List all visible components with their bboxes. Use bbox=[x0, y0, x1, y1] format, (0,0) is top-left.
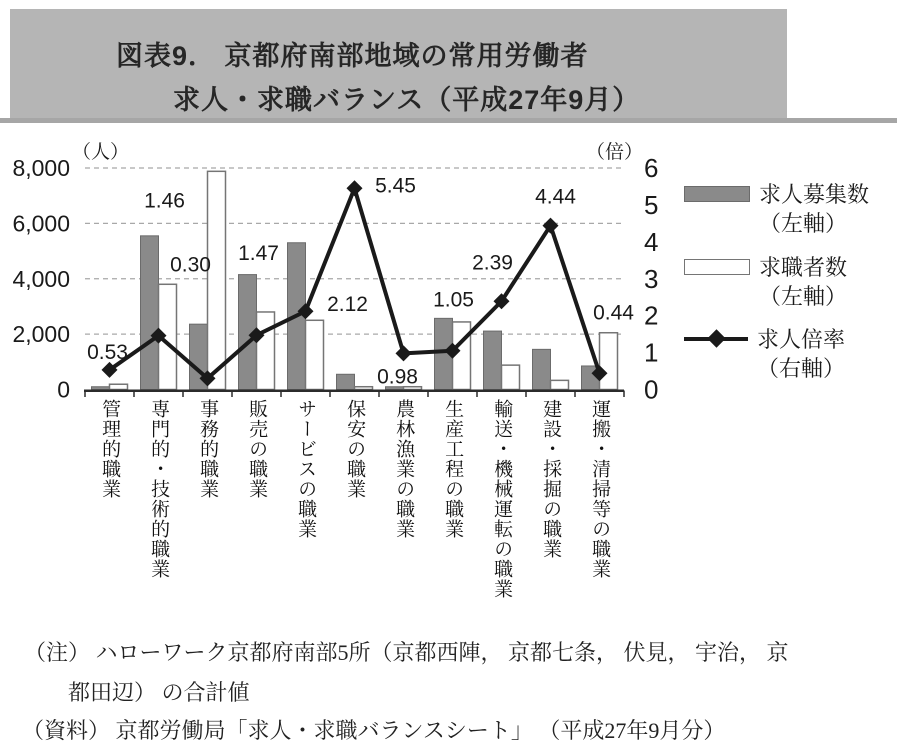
category-label: 事務的職業 bbox=[197, 399, 219, 499]
seeker-bar bbox=[110, 384, 128, 389]
ratio-value-label: 4.44 bbox=[535, 185, 576, 209]
category-label: 保安の職業 bbox=[344, 399, 366, 499]
ratio-value-label: 0.44 bbox=[593, 301, 634, 325]
ratio-value-label: 2.12 bbox=[327, 293, 368, 317]
chart-title-line1: 図表9． 京都府南部地域の常用労働者 bbox=[116, 41, 589, 71]
legend-label bbox=[759, 180, 869, 238]
legend-label-name: 求職者数 bbox=[759, 255, 848, 280]
right-axis-tick-label: 1 bbox=[644, 337, 659, 368]
source-line: （資料） 京都労働局「求人・求職バランスシート」 （平成27年9月分） bbox=[22, 718, 726, 743]
category-label: 販売の職業 bbox=[246, 399, 268, 499]
chart-legend bbox=[684, 180, 904, 420]
chart-title-line2: 求人・求職バランス（平成27年9月） bbox=[173, 85, 641, 115]
white-bar-swatch-icon bbox=[684, 259, 750, 275]
gray-bar-swatch-icon bbox=[684, 186, 750, 202]
legend-label bbox=[757, 325, 845, 383]
ratio-value-label: 1.47 bbox=[238, 242, 279, 266]
legend-label-axis: （左軸） bbox=[759, 284, 848, 309]
seeker-bar bbox=[306, 320, 324, 389]
right-axis-unit-label: （倍） bbox=[586, 142, 644, 163]
right-axis-tick-label: 2 bbox=[644, 300, 659, 331]
seeker-bar bbox=[355, 387, 373, 390]
recruit-bar bbox=[533, 349, 551, 389]
legend-item-seeker bbox=[684, 253, 847, 311]
category-label: 専門的・技術的職業 bbox=[148, 399, 170, 579]
horizontal-divider bbox=[0, 118, 897, 123]
right-axis-tick-label: 6 bbox=[644, 153, 659, 183]
left-axis-tick-label: 8,000 bbox=[12, 155, 70, 181]
left-axis-unit-label: （人） bbox=[72, 142, 130, 163]
ratio-value-label: 1.46 bbox=[144, 189, 185, 213]
category-label: 生産工程の職業 bbox=[442, 399, 464, 539]
legend-label-axis: （左軸） bbox=[759, 211, 848, 236]
recruit-bar bbox=[484, 331, 502, 389]
line-diamond-swatch-icon bbox=[684, 331, 748, 346]
ratio-value-label: 0.53 bbox=[87, 340, 128, 364]
legend-item-ratio bbox=[684, 325, 845, 383]
legend-item-recruit bbox=[684, 180, 869, 238]
diamond-marker-icon bbox=[347, 180, 363, 196]
left-axis-tick-label: 0 bbox=[57, 376, 70, 403]
seeker-bar bbox=[502, 365, 520, 389]
category-label: 農林漁業の職業 bbox=[393, 399, 415, 539]
legend-label bbox=[759, 253, 847, 311]
right-axis-tick-label: 4 bbox=[644, 226, 659, 257]
legend-label-axis: （右軸） bbox=[757, 356, 846, 381]
chart-title-box bbox=[10, 9, 787, 118]
note-line-2: 都田辺） の合計値 bbox=[68, 680, 250, 705]
category-label: 管理的職業 bbox=[99, 399, 121, 499]
right-axis-tick-label: 0 bbox=[644, 374, 659, 405]
category-label: 輸送・機械運転の職業 bbox=[491, 399, 513, 599]
diamond-marker-icon bbox=[396, 345, 412, 361]
seeker-bar bbox=[551, 380, 569, 389]
ratio-value-label: 1.05 bbox=[433, 288, 474, 312]
recruit-bar bbox=[92, 387, 110, 390]
recruit-bar bbox=[337, 374, 355, 389]
seeker-bar bbox=[600, 333, 618, 390]
seeker-bar bbox=[208, 171, 226, 389]
legend-label-name: 求人募集数 bbox=[759, 182, 870, 207]
category-label: 建設・採掘の職業 bbox=[540, 399, 562, 559]
ratio-value-label: 0.30 bbox=[170, 253, 211, 277]
right-axis-tick-label: 5 bbox=[644, 189, 659, 220]
ratio-value-label: 0.98 bbox=[377, 365, 418, 389]
ratio-value-label: 5.45 bbox=[375, 174, 416, 198]
category-label: 運搬・清掃等の職業 bbox=[589, 399, 611, 579]
ratio-value-label: 2.39 bbox=[472, 251, 513, 275]
right-axis-tick-label: 3 bbox=[644, 263, 659, 294]
seeker-bar bbox=[257, 312, 275, 390]
recruit-bar bbox=[141, 236, 159, 390]
chart-area bbox=[0, 140, 904, 630]
category-label: サービスの職業 bbox=[295, 399, 317, 539]
left-axis-tick-label: 2,000 bbox=[12, 321, 70, 348]
note-line-1: （注） ハローワーク京都府南部5所（京都西陣， 京都七条， 伏見， 宇治， 京 bbox=[24, 640, 789, 665]
left-axis-tick-label: 4,000 bbox=[12, 265, 70, 292]
left-axis-tick-label: 6,000 bbox=[12, 210, 70, 237]
legend-label-name: 求人倍率 bbox=[757, 327, 846, 352]
